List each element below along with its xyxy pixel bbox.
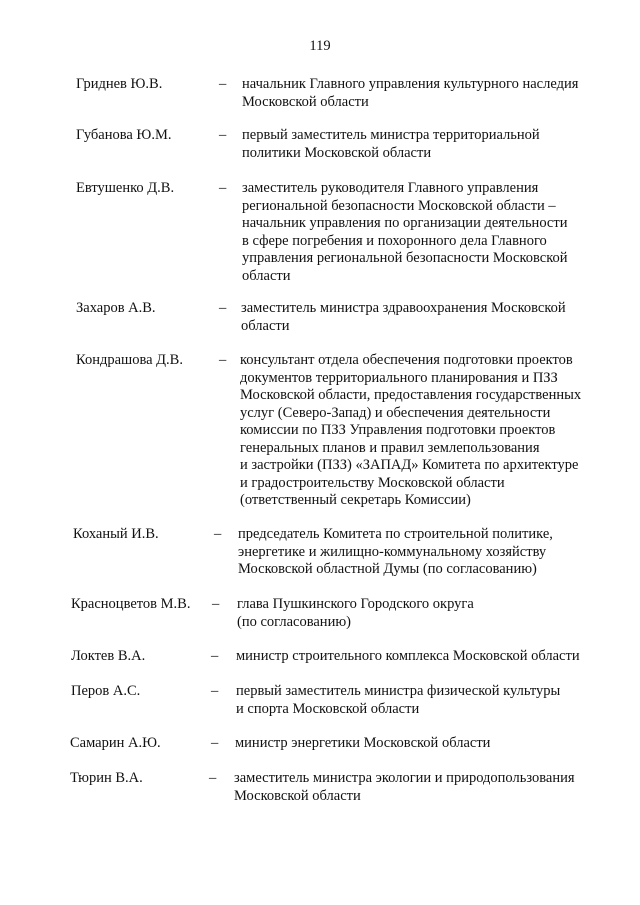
position-description [241,300,566,335]
description-line: документов территориального планирования и ПЗЗ [240,369,558,386]
description-line: начальник управления по организации деятельности [242,215,568,231]
person-name: Евтушенко Д.В. [76,180,175,196]
description-line: (ответственный секретарь Комиссии) [240,492,471,508]
person-name: Локтев В.А. [71,648,146,664]
person-name: Перов А.С. [71,683,141,699]
description-line: заместитель министра экологии и природопользования [234,770,575,786]
description-line: министр энергетики Московской области [235,735,491,751]
description-line: и спорта Московской области [236,700,420,717]
description-line: первый заместитель министра территориальной [242,127,540,143]
person-name: Тюрин В.А. [70,770,143,786]
description-line: области [242,267,291,284]
dash-separator: – [219,352,227,368]
description-line: начальник Главного управления культурного наследия [242,76,579,92]
dash-separator: – [211,683,219,699]
person-name: Кондрашова Д.В. [76,352,183,368]
person-name: Коханый И.В. [73,526,159,542]
position-description [242,180,568,285]
description-line: комиссии по ПЗЗ Управления подготовки проектов [240,422,556,438]
dash-separator: – [214,526,222,542]
description-line: и застройки (ПЗЗ) «ЗАПАД» Комитета по архитектуре [240,457,579,473]
description-line: и градостроительству Московской области [240,474,505,491]
position-description [238,526,553,579]
description-line: политики Московской области [242,144,432,161]
dash-separator: – [219,300,227,316]
description-line: Московской области [242,93,369,110]
description-line: Московской области, предоставления государственных [240,387,582,403]
dash-separator: – [219,127,227,143]
description-line: председатель Комитета по строительной политике, [238,526,553,542]
dash-separator: – [209,770,217,786]
description-line: консультант отдела обеспечения подготовки проектов [240,352,573,368]
description-line: министр строительного комплекса Московской области [236,648,580,664]
dash-separator: – [211,648,219,664]
description-line: энергетике и жилищно-коммунальному хозяйству [238,543,547,560]
dash-separator: – [219,76,227,92]
page-number: 119 [309,38,331,54]
description-line: заместитель руководителя Главного управления [242,180,539,196]
dash-separator: – [212,596,220,612]
person-name: Самарин А.Ю. [70,735,161,751]
person-name: Красноцветов М.В. [71,596,191,612]
description-line: области [241,317,290,334]
position-description [235,735,490,753]
description-line: генеральных планов и правил землепользования [240,439,540,456]
description-line: услуг (Северо-Запад) и обеспечения деятельности [240,404,551,421]
position-description [242,76,578,111]
description-line: глава Пушкинского Городского округа [237,596,474,612]
description-line: первый заместитель министра физической культуры [236,683,561,699]
description-line: заместитель министра здравоохранения Московской [241,300,566,316]
position-description [240,352,581,510]
person-name: Губанова Ю.М. [76,127,172,143]
position-description [236,683,560,718]
description-line: Московской области [234,787,361,804]
position-description [242,127,540,162]
dash-separator: – [211,735,219,751]
dash-separator: – [219,180,227,196]
description-line: в сфере погребения и похоронного дела Главного [242,232,547,249]
person-name: Гриднев Ю.В. [76,76,163,92]
position-description [237,596,474,631]
description-line: региональной безопасности Московской области – [242,197,556,214]
position-description [236,648,580,666]
description-line: (по согласованию) [237,613,351,630]
position-description [234,770,575,805]
description-line: управления региональной безопасности Московской [242,250,568,266]
person-name: Захаров А.В. [76,300,156,316]
description-line: Московской областной Думы (по согласованию) [238,561,537,577]
